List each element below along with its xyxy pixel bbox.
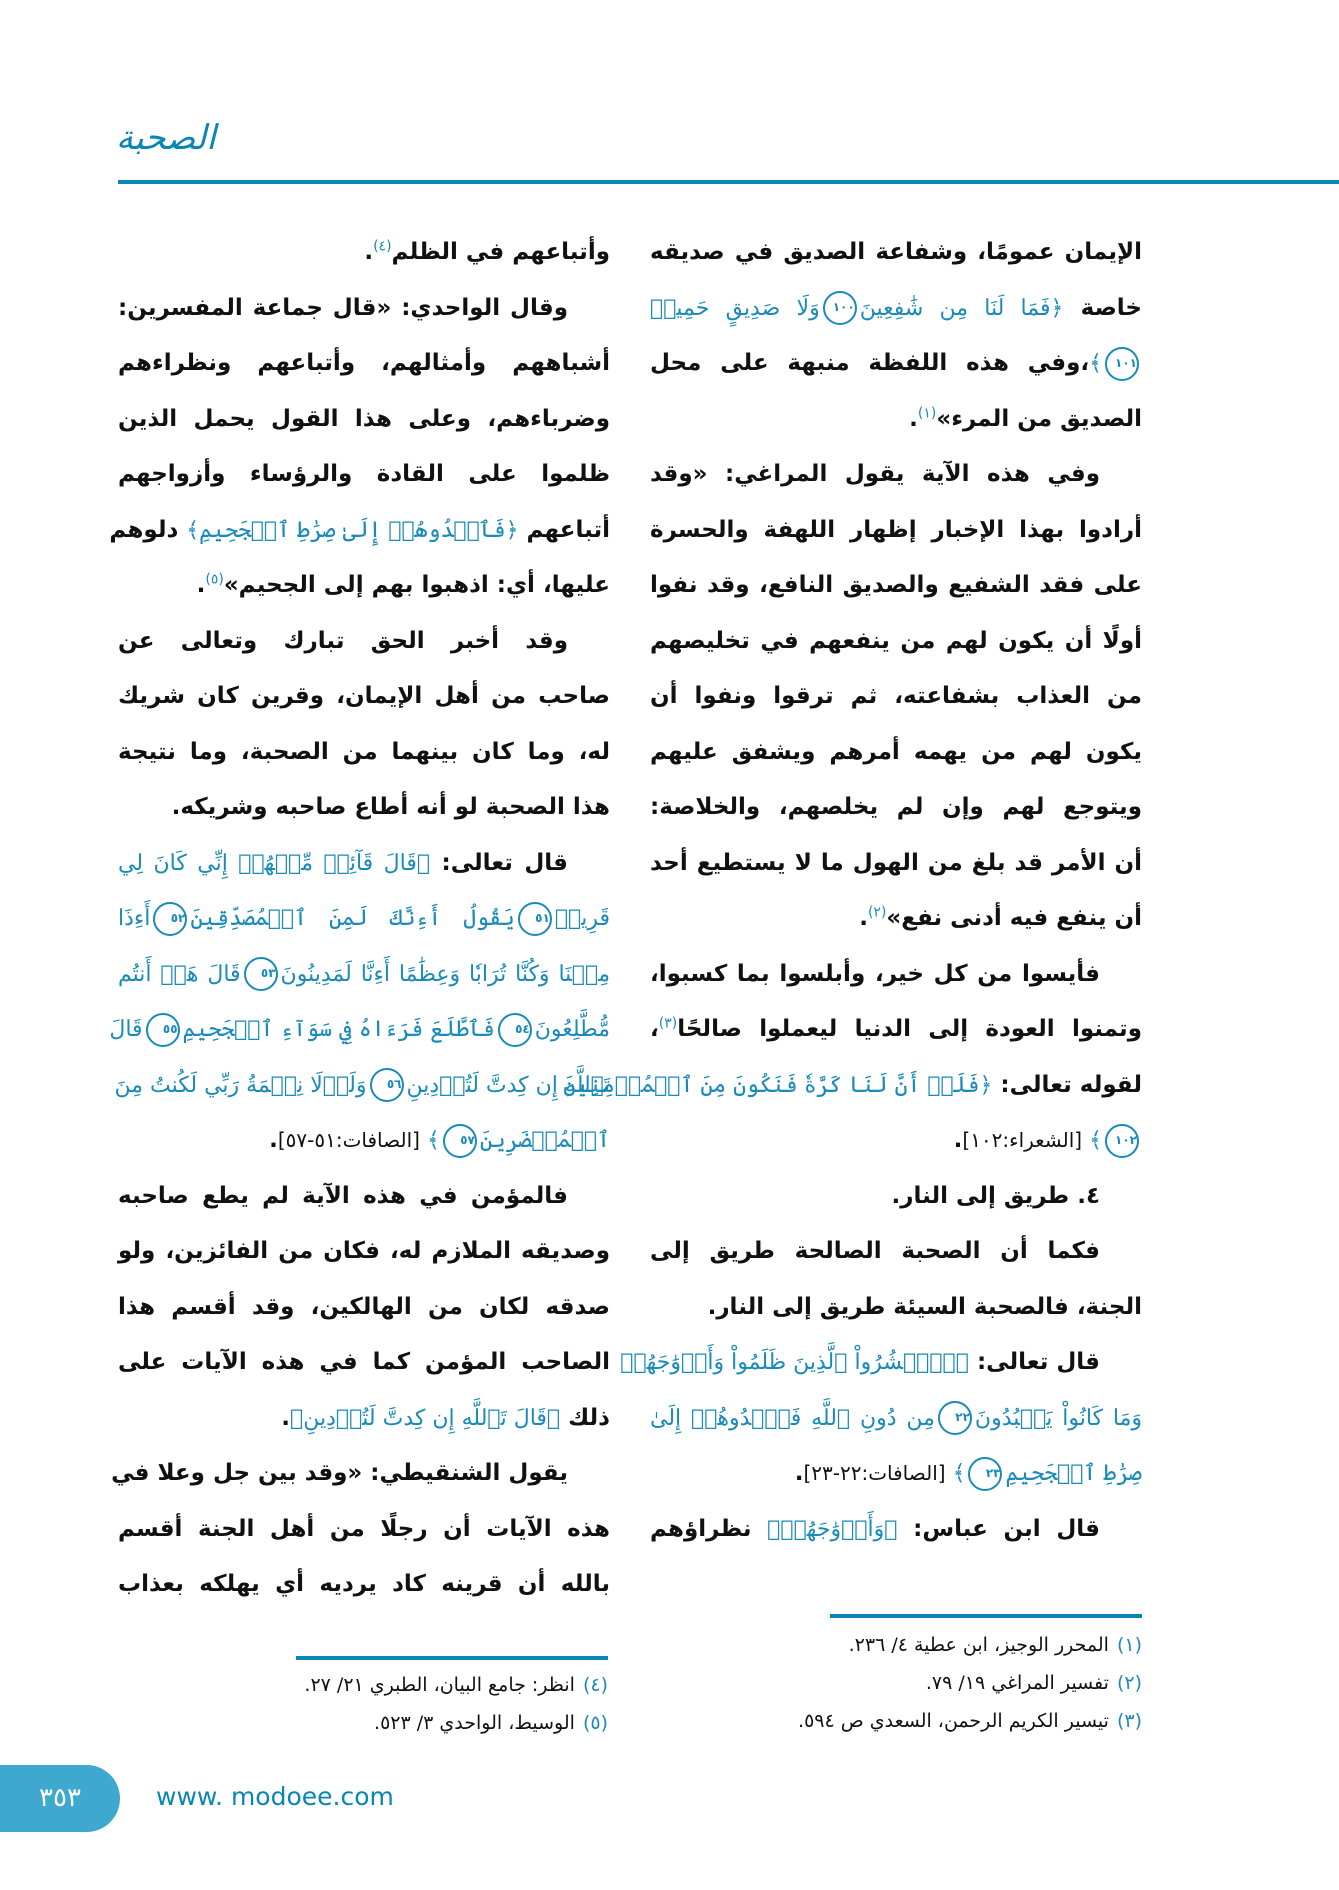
body-text: أولًا أن يكون لهم من ينفعهم في تخليصهم <box>650 627 1142 654</box>
text-line <box>650 1113 1142 1169</box>
body-text: يقول الشنقيطي: «وقد بين جل وعلا في <box>111 1460 568 1486</box>
text-line <box>118 281 610 337</box>
body-text: فالمؤمن في هذه الآية لم يطع صاحبه <box>118 1182 568 1209</box>
text-line <box>563 1058 1142 1114</box>
body-text: . <box>859 905 868 931</box>
text-line <box>650 281 1142 337</box>
body-text: فكما أن الصحبة الصالحة طريق إلى <box>650 1238 1100 1264</box>
body-text: يكون لهم من يهمه أمرهم ويشفق عليهم <box>650 738 1142 765</box>
footnote-ref: (٣) <box>658 1015 678 1032</box>
body-text: . <box>281 1404 291 1431</box>
text-line <box>650 392 1142 448</box>
body-text: . <box>794 1460 804 1486</box>
body-text: . <box>909 405 918 432</box>
text-line <box>118 558 610 614</box>
quran-text: وَمَا كَانُواْ يَعۡبُدُونَ <box>974 1405 1142 1431</box>
footnote-separator-left <box>296 1656 608 1660</box>
footnote-text: تيسير الكريم الرحمن، السعدي ص ٥٩٤. <box>798 1710 1109 1732</box>
quran-text: ﴾ <box>1089 351 1102 376</box>
body-text: أرادوا بهذا الإخبار إظهار اللهفة والحسرة <box>650 516 1142 543</box>
text-line <box>650 1002 1142 1058</box>
quran-text: ﴿قَالَ تَٱللَّهِ إِن كِدتَّ لَتُرۡدِينِ﴾ <box>290 1405 561 1431</box>
text-line <box>118 725 610 781</box>
text-line <box>650 503 1142 559</box>
text-line <box>650 1224 1142 1280</box>
quran-text: ٱلۡمُحۡضَرِينَ <box>479 1128 610 1153</box>
ayah-number-marker: ٥٢ <box>153 902 187 936</box>
quran-text: مِتۡنَا وَكُنَّا تُرَابٗا وَعِظَٰمًا أَءِنَّا لَمَدِينُونَ <box>280 961 610 987</box>
text-line <box>650 447 1142 503</box>
body-text: ويتوجع لهم وإن لم يخلصهم، والخلاصة: <box>650 794 1142 820</box>
verse-reference: [الصافات:٢٢-٢٣] <box>803 1461 946 1485</box>
quran-text: ﴿وَأَزۡوَٰجَهُمۡ﴾ <box>767 1516 898 1542</box>
quran-text: فَٱطَّلَعَ فَرَءَاهُ فِي سَوَآءِ ٱلۡجَحِيمِ <box>182 1017 495 1042</box>
text-line <box>620 1335 1142 1391</box>
ayah-number-marker: ١٠٠ <box>823 291 857 325</box>
body-text: . <box>196 572 206 598</box>
page-number-badge: ٣٥٣ <box>0 1765 120 1832</box>
body-text: . <box>953 1127 963 1153</box>
footnote-number: (٣) <box>1116 1710 1142 1732</box>
body-text: أن الأمر قد بلغ من الهول ما لا يستطيع أحد <box>650 849 1142 876</box>
quran-text: ﴿فَٱهۡدُوهُمۡ إِلَىٰ صِرَٰطِ ٱلۡجَحِيمِ﴾ <box>186 517 519 543</box>
text-line <box>109 503 610 559</box>
text-line <box>114 1058 610 1114</box>
footnote-number: (٥) <box>582 1712 608 1734</box>
quran-text: ﴿۞ٱحۡشُرُواْ ٱلَّذِينَ ظَلَمُواْ وَأَزۡوَٰجَهُمۡ <box>620 1350 969 1375</box>
verse-reference: [الشعراء:١٠٢] <box>962 1128 1083 1152</box>
body-text: ذلك <box>560 1404 610 1431</box>
body-text: نظراؤهم <box>650 1515 768 1542</box>
quran-text: تَٱللَّهِ إِن كِدتَّ لَتُرۡدِينِ <box>406 1072 610 1098</box>
body-text: من العذاب بشفاعته، ثم ترقوا ونفوا أن <box>650 683 1142 709</box>
body-text: بالله أن قرينه كاد يرديه أي يهلكه بعذاب <box>118 1571 610 1597</box>
body-text: صاحب من أهل الإيمان، وقرين كان شريك <box>118 683 610 709</box>
text-line <box>118 1502 610 1558</box>
quran-text: ﴿قَالَ قَآئِلٞ مِّنۡهُمۡ إِنِّي كَانَ لِي <box>118 850 431 876</box>
body-text: أن ينفع فيه أدنى نفع» <box>886 905 1142 931</box>
footnote <box>926 1664 1142 1702</box>
footnote-text: الوسيط، الواحدي ٣/ ٥٢٣. <box>374 1712 575 1734</box>
text-line <box>118 780 610 836</box>
text-line <box>650 558 1142 614</box>
body-text: ظلموا على القادة والرؤساء وأزواجهم <box>118 461 610 487</box>
body-text: الجنة، فالصحبة السيئة طريق إلى النار. <box>707 1293 1142 1320</box>
quran-text: ﴾ <box>419 1128 440 1153</box>
text-line <box>118 1113 610 1169</box>
body-text: فأيسوا من كل خير، وأبلسوا بما كسبوا، <box>650 960 1100 987</box>
footnote <box>849 1626 1142 1664</box>
quran-text: قَرِينٞ <box>554 906 610 931</box>
text-line <box>118 1335 610 1391</box>
text-line <box>118 447 610 503</box>
text-line <box>650 669 1142 725</box>
ayah-number-marker: ٥٣ <box>244 957 278 991</box>
body-text: دلوهم <box>109 516 187 543</box>
body-text: صدقه لكان من الهالكين، وقد أقسم هذا <box>118 1293 610 1320</box>
body-text: وتمنوا العودة إلى الدنيا ليعملوا صالحًا <box>677 1016 1142 1042</box>
quran-text: يَقُولُ أَءِنَّكَ لَمِنَ ٱلۡمُصَدِّقِينَ <box>190 906 515 931</box>
quran-text: مُّطَّلِعُونَ <box>534 1017 610 1042</box>
text-line <box>118 836 610 892</box>
text-line <box>650 780 1142 836</box>
text-line <box>650 225 1142 281</box>
body-text: هذه الآيات أن رجلًا من أهل الجنة أقسم <box>118 1515 610 1542</box>
body-text: وفي هذه الآية يقول المراغي: «وقد <box>650 461 1100 487</box>
body-text: . <box>269 1127 278 1153</box>
text-line <box>650 891 1142 947</box>
text-line <box>118 614 610 670</box>
quran-text: صِرَٰطِ ٱلۡجَحِيمِ <box>1005 1461 1142 1486</box>
quran-text: قَالَ هَلۡ أَنتُم <box>118 961 241 987</box>
quran-text: ﴾ <box>945 1461 966 1486</box>
quran-text: وَلَا صَدِيقٍ حَمِيمٖ <box>650 295 820 321</box>
body-text: الصديق من المرء» <box>936 405 1142 432</box>
ayah-number-marker: ٥٤ <box>498 1013 532 1047</box>
text-line <box>111 1446 610 1502</box>
text-line <box>118 1557 610 1613</box>
quran-text: أَءِذَا <box>118 906 151 931</box>
body-text: وصديقه الملازم له، فكان من الفائزين، ولو <box>118 1238 610 1264</box>
quran-text: ﴿فَلَوۡ أَنَّ لَنَا كَرَّةٗ فَنَكُونَ مِنَ ٱلۡمُؤۡمِنِينَ <box>563 1072 993 1098</box>
verse-reference: [الصافات:٥١-٥٧] <box>277 1128 420 1152</box>
footnote-number: (٤) <box>582 1674 608 1696</box>
quran-text: وَلَوۡلَا نِعۡمَةُ رَبِّي لَكُنتُ مِنَ <box>114 1072 367 1098</box>
body-text: الصاحب المؤمن كما في هذه الآيات على <box>118 1349 610 1375</box>
quran-text: ﴾ <box>1082 1128 1102 1153</box>
text-line <box>650 836 1142 892</box>
ayah-number-marker: ٥٥ <box>146 1013 180 1047</box>
text-line <box>118 947 610 1003</box>
text-line <box>118 1224 610 1280</box>
footnote-number: (١) <box>1116 1634 1142 1656</box>
footnote <box>374 1704 608 1742</box>
body-text: له، وما كان بينهما من الصحبة، وما نتيجة <box>118 738 610 765</box>
body-text: وقال الواحدي: «قال جماعة المفسرين: <box>118 294 568 321</box>
footnote <box>798 1702 1142 1740</box>
body-text: قال تعالى: <box>430 849 568 876</box>
body-text: قال ابن عباس: <box>897 1515 1100 1542</box>
text-line <box>118 392 610 448</box>
text-line <box>650 1280 1142 1336</box>
footnote-text: انظر: جامع البيان، الطبري ٢١/ ٢٧. <box>304 1674 575 1696</box>
quran-text: قَالَ <box>109 1017 143 1042</box>
text-line <box>118 891 610 947</box>
ayah-number-marker: ١٠١ <box>1105 347 1139 381</box>
text-line <box>118 669 610 725</box>
body-text: ٤. طريق إلى النار. <box>891 1182 1100 1209</box>
text-line <box>118 336 610 392</box>
body-text: ،وفي هذه اللفظة منبهة على محل <box>650 350 1090 376</box>
text-line <box>650 947 1142 1003</box>
body-text: الإيمان عمومًا، وشفاعة الصديق في صديقه <box>650 239 1142 265</box>
text-line <box>118 1280 610 1336</box>
body-text: ، <box>650 1016 659 1042</box>
quran-text: مِن دُونِ ٱللَّهِ فَٱهۡدُوهُمۡ إِلَىٰ <box>650 1405 935 1431</box>
ayah-number-marker: ٥١ <box>518 902 552 936</box>
body-text: على فقد الشفيع والصديق النافع، وقد نفوا <box>650 572 1142 598</box>
footnote-ref: (١) <box>917 404 937 421</box>
text-line <box>109 1002 610 1058</box>
header-rule <box>118 180 1339 184</box>
body-text: وأتباعهم في الظلم <box>391 239 610 265</box>
ayah-number-marker: ٢٢ <box>938 1401 972 1435</box>
body-text: أتباعهم <box>518 516 610 543</box>
footnote-text: تفسير المراغي ١٩/ ٧٩. <box>925 1672 1109 1694</box>
body-text: هذا الصحبة لو أنه أطاع صاحبه وشريكه. <box>171 794 610 820</box>
footnote <box>304 1666 608 1704</box>
footnote-text: المحرر الوجيز، ابن عطية ٤/ ٢٣٦. <box>848 1634 1109 1656</box>
ayah-number-marker: ٢٣ <box>968 1457 1002 1491</box>
footnote-ref: (٥) <box>205 571 224 588</box>
footnote-number: (٢) <box>1116 1672 1142 1694</box>
ayah-number-marker: ٥٦ <box>370 1068 404 1102</box>
text-line <box>650 1446 1142 1502</box>
footnote-separator-right <box>830 1614 1142 1618</box>
body-text: وقد أخبر الحق تبارك وتعالى عن <box>118 627 568 654</box>
body-text: وضرباءهم، وعلى هذا القول يحمل الذين <box>118 405 610 432</box>
text-line <box>650 1169 1142 1225</box>
body-text: . <box>364 239 374 265</box>
website-url: www. modoee.com <box>156 1782 394 1811</box>
running-header-title: الصحبة <box>116 118 216 158</box>
text-line <box>118 1391 610 1447</box>
body-text: خاصة <box>1063 294 1143 321</box>
body-text: لقوله تعالى: <box>992 1071 1142 1098</box>
text-line <box>650 614 1142 670</box>
text-line <box>650 1391 1142 1447</box>
text-line <box>650 336 1142 392</box>
ayah-number-marker: ٥٧ <box>443 1124 477 1158</box>
left-column <box>109 225 610 1613</box>
body-text: أشباههم وأمثالهم، وأتباعهم ونظراءهم <box>118 350 610 376</box>
body-text: قال تعالى: <box>968 1349 1100 1375</box>
quran-text: ﴿فَمَا لَنَا مِن شَٰفِعِينَ <box>859 295 1064 321</box>
text-line <box>118 1169 610 1225</box>
text-line <box>650 1502 1142 1558</box>
body-text: عليها، أي: اذهبوا بهم إلى الجحيم» <box>223 572 610 598</box>
ayah-number-marker: ١٠٢ <box>1105 1124 1139 1158</box>
text-line <box>650 725 1142 781</box>
footnote-ref: (٢) <box>867 904 887 921</box>
text-line <box>118 225 610 281</box>
footnote-ref: (٤) <box>373 238 392 255</box>
